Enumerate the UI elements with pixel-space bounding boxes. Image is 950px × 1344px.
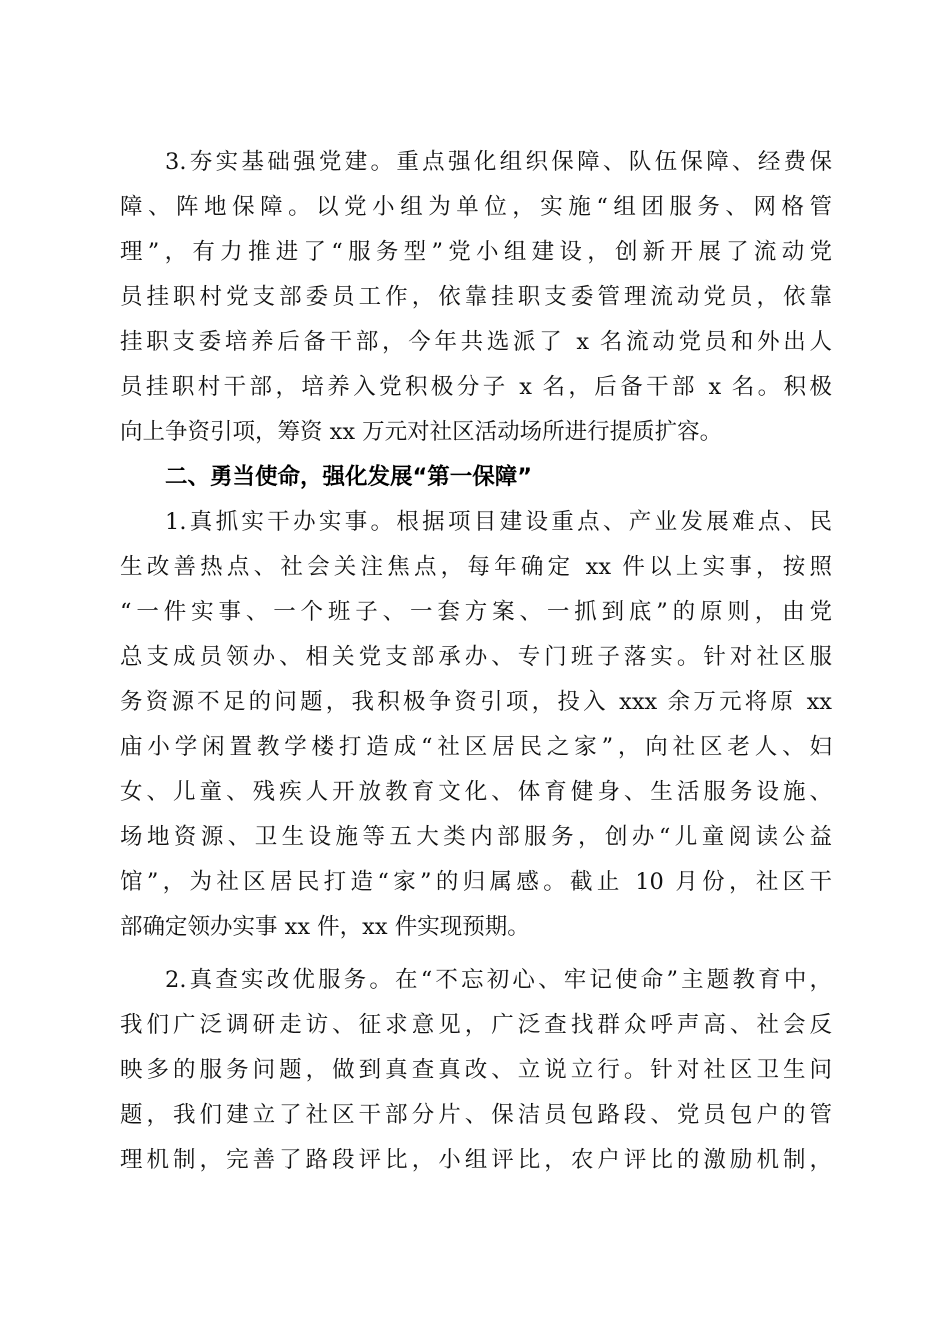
text-line: 馆”，为社区居民打造“家”的归属感。截止 10 月份，社区干 — [120, 869, 832, 895]
text-line: 女、儿童、残疾人开放教育文化、体育健身、生活服务设施、 — [120, 779, 832, 805]
text-line: “一件实事、一个班子、一套方案、一抓到底”的原则，由党 — [120, 599, 832, 625]
paragraph-item-2 — [120, 958, 832, 1183]
paragraph-spacer — [120, 950, 832, 958]
section-heading: 二、勇当使命，强化发展“第一保障” — [165, 464, 533, 490]
paragraph-item-1 — [120, 500, 832, 950]
text-line: 3.夯实基础强党建。重点强化组织保障、队伍保障、经费保 — [165, 149, 832, 175]
text-line: 庙小学闲置教学楼打造成“社区居民之家”，向社区老人、妇 — [120, 734, 832, 760]
text-line: 障、阵地保障。以党小组为单位，实施“组团服务、网格管 — [120, 194, 832, 220]
text-line: 1.真抓实干办实事。根据项目建设重点、产业发展难点、民 — [165, 509, 832, 535]
text-line: 理”，有力推进了“服务型”党小组建设，创新开展了流动党 — [120, 239, 832, 265]
text-line: 总支成员领办、相关党支部承办、专门班子落实。针对社区服 — [120, 644, 832, 670]
text-line: 员挂职村党支部委员工作，依靠挂职支委管理流动党员，依靠 — [120, 284, 832, 310]
text-line: 2.真查实改优服务。在“不忘初心、牢记使命”主题教育中， — [165, 967, 832, 993]
text-line: 理机制，完善了路段评比，小组评比，农户评比的激励机制， — [120, 1147, 832, 1173]
text-line: 场地资源、卫生设施等五大类内部服务，创办“儿童阅读公益 — [120, 824, 832, 850]
text-line: 向上争资引项，筹资 xx 万元对社区活动场所进行提质扩容。 — [120, 419, 723, 445]
text-line: 映多的服务问题，做到真查真改、立说立行。针对社区卫生问 — [120, 1057, 832, 1083]
text-line: 我们广泛调研走访、征求意见，广泛查找群众呼声高、社会反 — [120, 1012, 832, 1038]
text-line: 部确定领办实事 xx 件，xx 件实现预期。 — [120, 914, 530, 940]
document-body — [120, 140, 832, 1183]
text-line: 题，我们建立了社区干部分片、保洁员包路段、党员包户的管 — [120, 1102, 832, 1128]
text-line: 挂职支委培养后备干部，今年共选派了 x 名流动党员和外出人 — [120, 329, 832, 355]
paragraph-section-3 — [120, 140, 832, 455]
text-line: 务资源不足的问题，我积极争资引项，投入 xxx 余万元将原 xx — [120, 689, 832, 715]
text-line: 员挂职村干部，培养入党积极分子 x 名，后备干部 x 名。积极 — [120, 374, 832, 400]
text-line: 生改善热点、社会关注焦点，每年确定 xx 件以上实事，按照 — [120, 554, 832, 580]
